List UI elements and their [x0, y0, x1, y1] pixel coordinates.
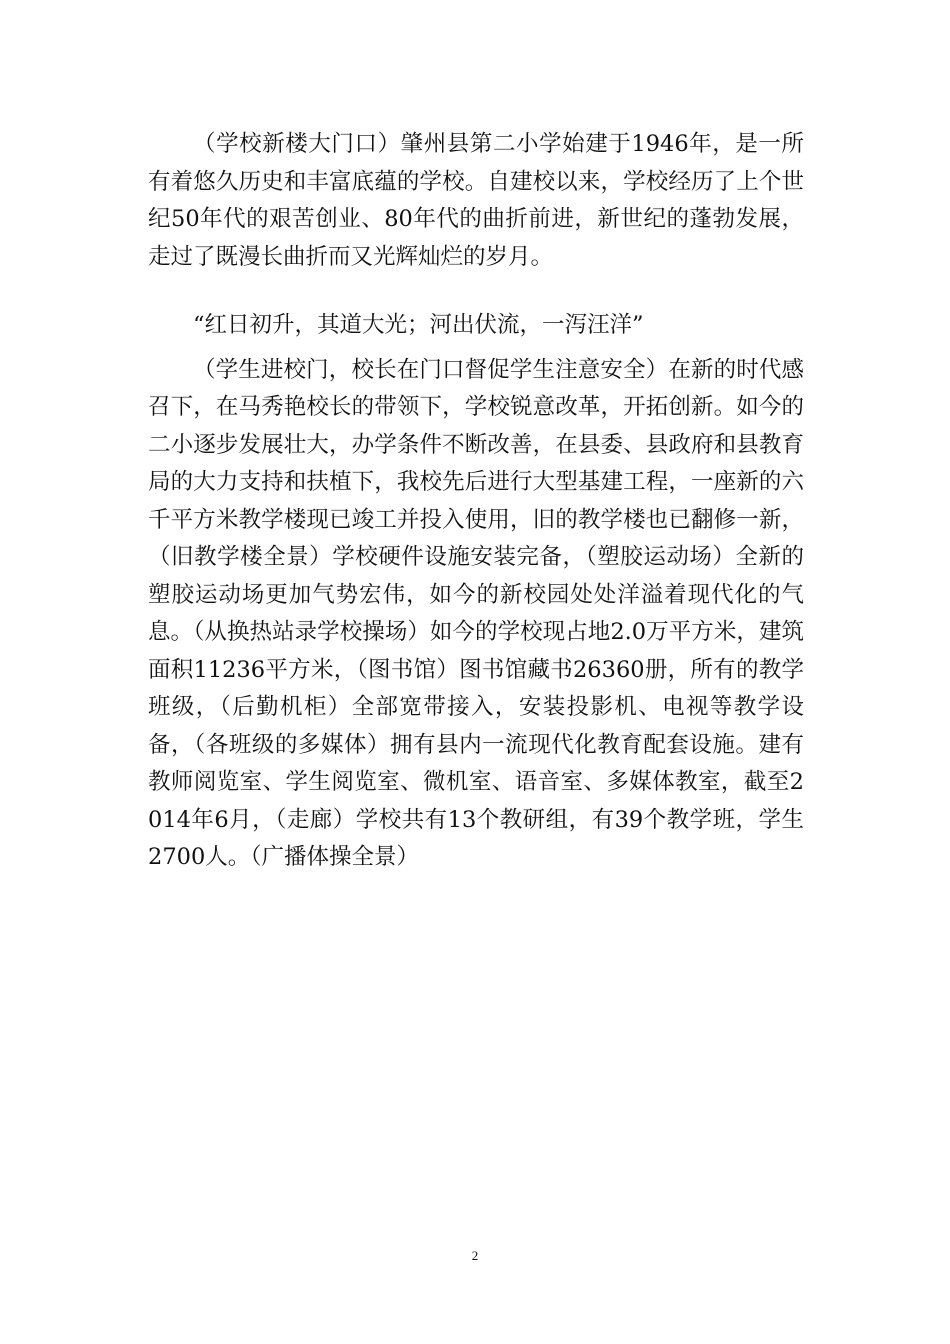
- paragraph-quote: “红日初升，其道大光；河出伏流，一泻汪洋”: [193, 312, 644, 338]
- page-number: 2: [471, 1248, 479, 1263]
- paragraph-school-development: （学生进校门，校长在门口督促学生注意安全）在新的时代感召下，在马秀艳校长的带领下，学校锐意改革，开拓创新。如今的二小逐步发展壮大，办学条件不断改善，在县委、县政府和县教育局的大力支持和扶植下，我校先后进行大型基建工程，一座新的六千平方米教学楼现已竣工并投入使用，旧的教学楼也已翻修一新，（旧教学楼全景）学校硬件设施安装完备，（塑胶运动场）全新的塑胶运动场更加气势宏伟，如今的新校园处处洋溢着现代化的气息。（从换热站录学校操场）如今的学校现占地2.0万平方米，建筑面积11236平方米，（图书馆）图书馆藏书26360册，所有的教学班级，（后勤机柜）全部宽带接入，安装投影机、电视等教学设备，（各班级的多媒体）拥有县内一流现代化教育配套设施。建有教师阅览室、学生阅览室、微机室、语音室、多媒体教室，截至2014年6月，（走廊）学校共有13个教研组，有39个教学班，学生2700人。（广播体操全景）: [148, 356, 804, 870]
- paragraph-school-history: （学校新楼大门口）肇州县第二小学始建于1946年，是一所有着悠久历史和丰富底蕴的学校。自建校以来，学校经历了上个世纪50年代的艰苦创业、80年代的曲折前进，新世纪的蓬勃发展，走过了既漫长曲折而又光辉灿烂的岁月。: [148, 131, 804, 270]
- document-body: [148, 126, 804, 877]
